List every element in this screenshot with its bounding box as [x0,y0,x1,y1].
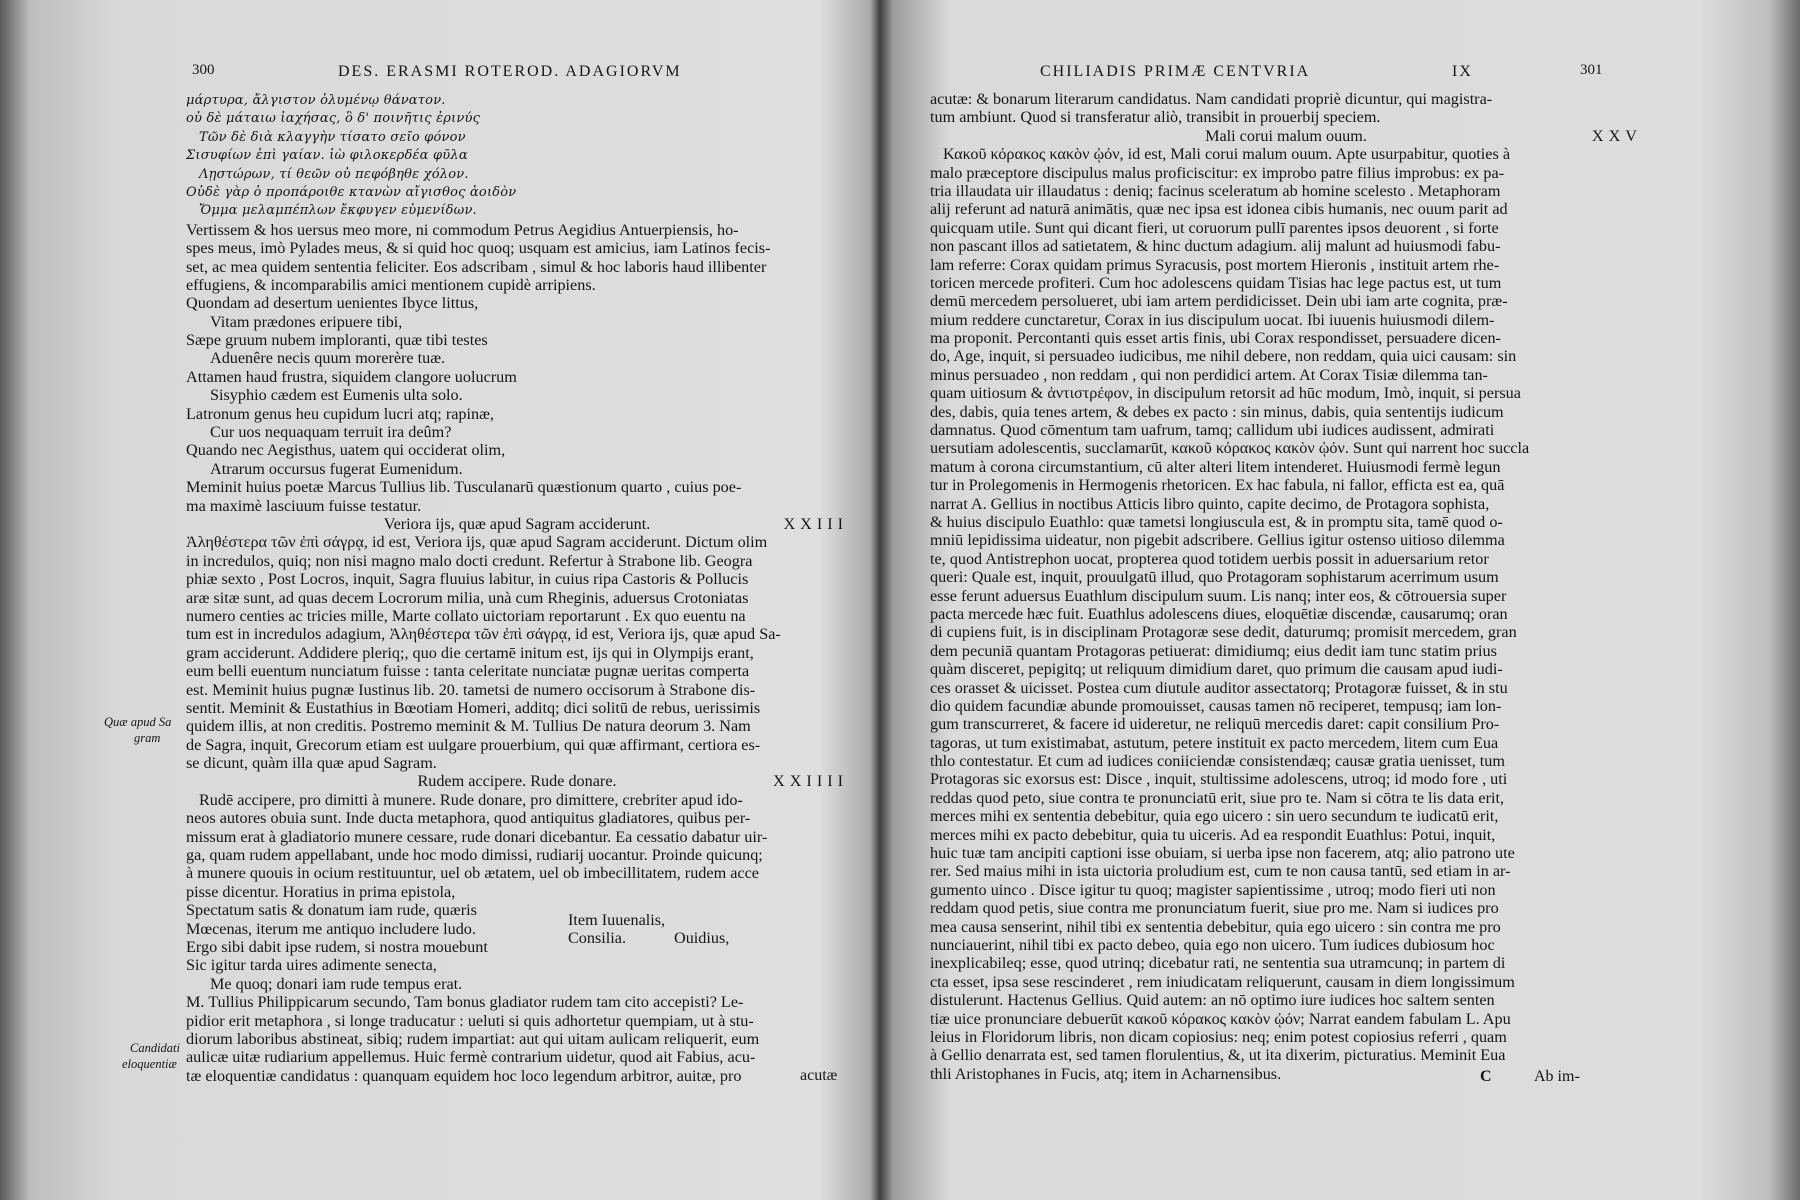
text-line [186,294,848,312]
text-line-content: huic tuæ tam ancipiti captioni isse obuiam, si uerba ipse non facerem, atq; alio patrono ute [930,844,1515,863]
text-line-content: do, Age, inquit, si persuadeo iudicibus, me nihil debere, non reddam, quia uici causam: sin [930,347,1517,366]
text-line-content: dio quidem facundiæ abunde promouisset, causas tamen nō reciperet, tempusq; iam lon- [930,696,1502,715]
text-line [930,973,1642,991]
text-line-content: tur in Prolegomenis in Hermogenis rhetoricen. Ex hac fabula, ni fallor, efficta est ea, quā [930,476,1505,495]
margin-note-sagra [104,714,171,746]
text-line [930,734,1642,752]
text-line-content: pidior erit metaphora , si longe traducatur : ueluti si quis adhortetur quempiam, ut à stu- [186,1011,754,1030]
text-line [930,219,1642,237]
text-line [186,478,848,496]
text-line-content: Ergo sibi dabit ipse rudem, si nostra mouebunt [186,937,488,956]
text-line [186,368,848,386]
text-line [186,1030,848,1048]
text-line-content: Mœcenas, iterum me antiquo includere ludo. [186,919,476,938]
text-line [930,954,1642,972]
text-line-content: Meminit huius poetæ Marcus Tullius lib. Tusculanarū quæstionum quarto , cuius poe- [186,478,742,497]
text-line-content: leius in Floridorum libris, non dicam copiosius: neq; enim potest copiosius referri , quam [930,1027,1507,1046]
text-line-content: tagoras, ut tum existimabat, astutum, petere instituit ex pacto mercedem, litem cum Eua [930,733,1499,752]
text-line [930,421,1642,439]
text-line-content: gum transcurreret, & facere id uideretur, ne reliquū mercedis daret: capit consilium Pro- [930,715,1500,734]
text-line-content: diorum laboribus abstineat, sibiq; rudem impartiat: aut qui uitam aulicam reliquerit, eum [186,1029,760,1048]
right-text-column [930,90,1642,1083]
text-line [930,679,1642,697]
margin-note-line: Quæ apud Sa [104,715,172,729]
text-line-content: Sic igitur tarda uires adimente senecta, [186,956,437,975]
text-line-content: nunciauerint, nihil tibi ex pacto debeo, quia ego non uicero. Tum iudices dubiosum hoc [930,935,1495,954]
text-line [186,276,848,294]
text-line [930,403,1642,421]
text-line-content: pisse dicentur. Horatius in prima epistola, [186,882,456,901]
text-line-content: numero centies ac tricies mille, Marte collato uictoriam reportarunt . Ex quo euentu na [186,606,746,625]
text-line-content: damnatus. Quod cōmentum tam uafrum, tamq; callidum ubi iudices audissent, admirati [930,421,1495,440]
text-line [186,791,848,809]
text-line [186,699,848,717]
text-line-content: Οὐδὲ γὰρ ὁ προπάροιθε κτανὼν αἴγισθος ἀοιδὸν [186,184,517,200]
text-line-content: aræ sitæ sunt, ad quas decem Locrorum milia, unà cum Rheginis, aduersus Crotoniatas [186,588,749,607]
text-line [930,826,1642,844]
text-line-content: mniū lepidissima uideatur, non pigebit adscribere. Gellius igitur ostenso uitioso dilemma [930,531,1505,550]
text-line [930,311,1642,329]
text-line [186,625,848,643]
left-page-number: 300 [192,62,215,78]
text-line-content: Aduenêre necis quum morerère tuæ. [210,349,446,368]
text-line [930,770,1642,788]
text-line [930,476,1642,494]
adage-number: XXV [1591,126,1642,145]
text-line [930,587,1642,605]
text-line [186,1067,848,1085]
text-line [930,366,1642,384]
text-line-content: à munere quouis in ocium restituuntur, uel ob ætatem, uel ob imbecillitatem, rudem acce [186,864,759,883]
text-line-content: gram acciderunt. Addidere pleriq;, quo die certamē initum est, ijs qui in Olympijs erant, [186,643,754,662]
text-line [186,441,848,459]
text-line-content: tiæ uice pronunciare debuerūt κακοῦ κόρακος κακὸν ᾠόν; Narrat eandem fabulam L. Apu [930,1009,1511,1028]
text-line-content: tum est in incredulos adagium, Ἀληθέστερα τῶν ἐπὶ σάγρᾳ, id est, Veriora ijs, quæ apud Sa- [186,625,781,644]
text-line-content: Protagoras sic exorsus est: Disce , inquit, stultissime adolescens, utroq; id modo fore , uti [930,770,1508,789]
text-line [186,533,848,551]
text-line-content: M. Tullius Philippicarum secundo, Tam bonus gladiator rudem tam cito accepisti? Le- [186,993,744,1012]
text-line [186,552,848,570]
text-line-content: ga, quam rudem appellabant, unde hoc modo dimissi, rudiarij uocantur. Proinde quicunq; [186,846,763,865]
text-line [930,182,1642,200]
text-line-content: Spectatum satis & donatum iam rude, quæris [186,901,477,920]
text-line-content: missum erat à gladiatorio munere cessare, rude donari dicebantur. Ea cessatio dabatur uir- [186,827,768,846]
text-line-content: ma maximè lasciuum fuisse testatur. [186,496,422,515]
text-line-content: Sæpe gruum nubem imploranti, quæ tibi testes [186,331,488,350]
text-line [930,660,1642,678]
text-line [930,495,1642,513]
text-line [930,439,1642,457]
text-line [930,642,1642,660]
text-line [930,164,1642,182]
text-line [186,239,848,257]
text-line [930,237,1642,255]
text-line-content: ces orasset & uicisset. Postea cum diutule auditor assectatorq; Protagoræ fuisset, & in stu [930,678,1508,697]
juvenal-citation: Consilia. [568,928,627,947]
text-line-content: Attamen haud frustra, siquidem clangore uolucrum [186,367,517,386]
text-line [930,918,1642,936]
text-line [186,681,848,699]
text-line-content: dem pecuniā quantam Protagoras petiuerat: dimidiumq; eius dedit iam tunc statim prius [930,641,1497,660]
text-line-content: de Sagra, inquit, Grecorum etiam est uulgare prouerbium, qui quæ affirmant, certiora es- [186,735,761,754]
text-line [186,975,848,993]
text-line [186,497,848,515]
text-line-content: neos autores obuia sunt. Inde ducta metaphora, quod antiquitus gladiatores, quibus per- [186,809,751,828]
left-page [0,0,880,1200]
text-line-content: lam referre: Corax quidam primus Syracusis, post mortem Hieronis , instituit artem rhe- [930,255,1500,274]
text-line-content: in incredulos, quiq; non nisi magno malo docti credunt. Refertur à Strabone lib. Geogra [186,551,753,570]
text-line [186,754,848,772]
text-line [186,460,848,478]
text-line-content: Me quoq; donari iam rude tempus erat. [210,974,463,993]
text-line-content: & huius discipulo Euathlo: quæ tametsi longiuscula est, & in promptu sita, tamē quod o- [930,512,1503,531]
text-line-content: Latronum genus heu cupidum lucri atq; rapinæ, [186,404,494,423]
text-line [186,864,848,882]
margin-note-candidati [122,1040,180,1072]
text-line [186,993,848,1011]
text-line [186,110,848,128]
text-line [186,809,848,827]
text-line [186,956,848,974]
text-line-content: Σισυφίων ἐπὶ γαίαν. ἰὼ φιλοκερδέα φῦλα [186,148,468,164]
text-line [930,715,1642,733]
text-line [930,568,1642,586]
text-line [930,292,1642,310]
text-line-content: à Gellio denarrata est, sed tamen florulentius, &, ut ita dixerim, picturatius. Meminit Eua [930,1046,1506,1065]
text-line [930,1028,1642,1046]
text-line-content: matum à corona circumstantium, cū alter alteri litem intenderet. Huiusmodi fermè legun [930,457,1501,476]
text-line [186,258,848,276]
text-line [930,844,1642,862]
text-line [930,991,1642,1009]
text-line [930,145,1642,163]
text-line-content: Vertissem & hos uersus meo more, ni commodum Petrus Aegidius Antuerpiensis, ho- [186,220,739,239]
text-line-content: Rudē accipere, pro dimitti à munere. Rude donare, pro dimittere, crebriter apud ido- [199,790,743,809]
right-running-head: CHILIADIS PRIMÆ CENTVRIA [1040,63,1311,80]
text-line-content: set, ac mea quidem sententia feliciter. Eos adscribam , simul & hoc laboris haud illibenter [186,257,767,276]
margin-note-line: eloquentiæ [122,1057,177,1071]
text-line [186,129,848,147]
text-line-content: reddas quod peto, siue contra te pronunciatū erit, siue pro te. Nam si cōtra te lis data erit, [930,788,1505,807]
text-line-content: effugiens, & incomparabilis amici mentionem cupidè arripiens. [186,275,596,294]
right-catchword: Ab im- [1534,1068,1580,1085]
text-line-content: phiæ sexto , Post Locros, inquit, Sagra fluuius labitur, in cuius ripa Castoris & Pollucis [186,570,749,589]
ovid-citation: Ouidius, [674,928,730,947]
right-page-number: 301 [1580,62,1603,78]
text-line [930,789,1642,807]
text-line-content: Τῶν δὲ διὰ κλαγγὴν τίσατο σεῖο φόνον [199,129,466,145]
text-line [930,256,1642,274]
adage-heading-line [930,127,1642,145]
text-line [930,623,1642,641]
text-line-content: eum belli euentum nunciatum fuisse : tanta celeritate nunciatæ pugnæ ueritas comperta [186,662,750,681]
text-line [186,92,848,110]
text-line [186,313,848,331]
text-line [930,550,1642,568]
text-line-content: tria illaudata uir illaudatus : deniq; facinus sceleratum ab homine scelesto . Metaphoram [930,181,1501,200]
text-line [186,423,848,441]
text-line [186,644,848,662]
text-line [186,883,848,901]
text-line-content: demū mercedem persolueret, ubi iam artem perdidicisset. Dein ubi iam arte cognita, præ- [930,292,1508,311]
text-line-content: thli Aristophanes in Fucis, atq; item in Acharnensibus. [930,1064,1282,1083]
text-line [186,147,848,165]
text-line-content: di cupiens fuit, is in disciplinam Protagoræ sese dedit, daturumq; promisit mercedem, gran [930,623,1517,642]
text-line-content: Rudem accipere. Rude donare. [417,772,617,791]
text-line [930,347,1642,365]
text-line-content: uersutiam adolescentis, succlamarūt, κακοῦ κόρακος κακὸν ᾠόν. Sunt qui narrent hoc succla [930,439,1530,458]
text-line-content: gumento uinco . Disce igitur tu quoq; magister sapientissime , utroq; modo fieri uti non [930,880,1496,899]
adage-number: XXIII [783,514,848,533]
adage-heading-line [186,515,848,533]
text-line [930,531,1642,549]
left-catchword: acutæ [800,1067,838,1084]
text-line-content: οὐ δὲ μάταιω ἰαχήσας, ὃ δ' ποινῆτις ἐρινύς [186,111,481,127]
text-line-content: mium reddere cunctaretur, Corax in ius discipulum uocat. Ibi iuuenis huiusmodi dilem- [930,310,1495,329]
text-line [186,1048,848,1066]
text-line-content: Vitam prædones eripuere tibi, [210,312,403,331]
text-line [930,108,1642,126]
text-line [186,405,848,423]
text-line [186,828,848,846]
text-line [186,331,848,349]
text-line-content: quidem illis, at non creditis. Postremo meminit & M. Tullius De natura deorum 3. Nam [186,717,751,736]
text-line-content: alij referunt ad naturā animātis, quæ nec ipsa est idonea cibis humanis, nec ouum parit ad [930,200,1508,219]
text-line [930,274,1642,292]
centuria-number: IX [1452,63,1473,80]
text-line [930,513,1642,531]
text-line-content: rer. Sed maius mihi in ista uictoria proludium est, cum te non causa tantū, sed etiam in ar- [930,862,1511,881]
text-line-content: Quondam ad desertum uenientes Ibyce littus, [186,294,479,313]
text-line [930,90,1642,108]
text-line-content: spes meus, imò Pylades meus, & si quid hoc quoq; usquam est amicius, iam Latinos fecis- [186,239,771,258]
text-line [930,329,1642,347]
text-line [930,1010,1642,1028]
margin-note-line: gram [134,731,161,745]
text-line-content: se dicunt, quàm illa quæ apud Sagram. [186,754,437,773]
text-line-content: malo præceptore discipulus malus proficiscitur: ex improbo patre filius improbus: ex pa- [930,163,1505,182]
text-line [186,736,848,754]
text-line [930,1046,1642,1064]
text-line-content: mea causa senserint, nihil tibi ex sententia debebitur, quia ego uicero : sin contra me pro [930,917,1501,936]
text-line [930,807,1642,825]
text-line-content: aulicæ uitæ rudiarium appellemus. Huic fermè contrarium uidetur, quod ait Fabius, acu- [186,1048,756,1067]
text-line-content: merces mihi ex pacto debebitur, quia tu uiceris. Ad ea respondit Euathlus: Potui, inquit, [930,825,1496,844]
text-line-content: Cur uos nequaquam terruit ira deûm? [210,423,452,442]
text-line-content: acutæ: & bonarum literarum candidatus. Nam candidati propriè dicuntur, qui magistra- [930,90,1493,108]
text-line-content: tum ambiunt. Quod si transferatur aliò, transibit in prouerbij speciem. [930,108,1381,127]
text-line-content: merces mihi ex sententia debebitur, quia ego uicero : sin uero secundum te iudicatū erit, [930,807,1499,826]
text-line [186,570,848,588]
juvenal-citation: Item Iuuenalis, [568,910,666,929]
text-line-content: des, dabis, quia tenes artem, & debes ex pacto : sin minus, dabis, quia sententijs iudicum [930,402,1504,421]
text-line-content: Ὄμμα μελαμπέπλων ἔκφυγεν εὐμενίδων. [199,203,477,219]
text-line-content: narrat A. Gellius in noctibus Atticis libro quinto, capite decimo, de Protagora sophista, [930,494,1490,513]
text-line [930,605,1642,623]
text-line [186,901,848,919]
adage-heading-line [186,772,848,790]
text-line [930,384,1642,402]
text-line [186,166,848,184]
text-line [186,662,848,680]
text-line-content: Ἀληθέστερα τῶν ἐπὶ σάγρᾳ, id est, Veriora ijs, quæ apud Sagram acciderunt. Dictum olim [186,533,768,552]
text-line-content: distulerunt. Hactenus Gellius. Quid autem: an nō optimo iure iudices hoc saltem senten [930,991,1495,1010]
text-line [186,386,848,404]
text-line [186,717,848,735]
text-line [930,862,1642,880]
text-line-content: cta esset, ipsa sese rescinderet , rem iniudicatam reliquerunt, causam in diem longissimum [930,972,1515,991]
text-line-content: quàm disceret, pepigitq; ut reliquum dimidium daret, quo primum die causam apud iudi- [930,660,1503,679]
text-line-content: te, quod Antistrephon uocat, propterea quod totidem uerbis possit in aduersarium retor [930,549,1489,568]
text-line-content: μάρτυρα, ἄλγιστον ὀλυμένῳ θάνατον. [186,93,446,108]
text-line-content: toricen mercede profiteri. Cum hoc adolescens quidam Tisias hac lege pactus est, ut tum [930,273,1502,292]
text-line-content: minus persuadeo , non reddam , qui non perdidici artem. At Corax Tisiæ dilemma tan- [930,365,1488,384]
text-line-content: inexplicabileq; esse, quod utrinq; dicebatur rati, ne sententia sua utramcunq; in partem di [930,954,1506,973]
text-line-content: queri: Quale est, inquit, prouulgatū illud, quo Protagoram sophistarum acerrimum usum [930,568,1499,587]
text-line [186,607,848,625]
text-line-content: non pascant illos ad satietatem, & hinc ductum adagium. alij malunt ad huiusmodi fabu- [930,237,1501,256]
text-line [930,458,1642,476]
text-line-content: Sisyphio cædem est Eumenis ulta solo. [210,386,463,405]
text-line-content: quicquam utile. Sunt qui dicant fieri, ut coruorum pullī parentes ipsos deuorent , si forte [930,218,1499,237]
left-text-column [186,92,848,1085]
text-line-content: quam uitiosum & ἀντιστρέφον, in discipulum retorsit ad hūc modum, Imò, inquit, si persua [930,384,1521,403]
text-line-content: esse ferunt aduersus Euathlum discipulum suum. Lis nanq; inter eos, & cōtrouersia super [930,586,1507,605]
left-running-head: DES. ERASMI ROTEROD. ADAGIORVM [338,63,682,80]
text-line-content: ma proponit. Percontanti quis esset artis finis, ubi Corax respondisset, persuadere dicen- [930,329,1501,348]
signature-mark: C [1480,1068,1492,1085]
text-line [186,221,848,239]
text-line-content: Quando nec Aegisthus, uatem qui occiderat olim, [186,441,506,460]
text-line [186,846,848,864]
text-line-content: Λῃστώρων, τί θεῶν οὐ πεφόβηθε χόλον. [199,166,469,182]
right-page [880,0,1800,1200]
text-line-content: tæ eloquentiæ candidatus : quanquam equidem hoc loco legendum arbitror, auitæ, pro [186,1066,742,1085]
text-line-content: Atrarum occursus fugerat Eumenidum. [210,459,463,478]
text-line [186,1012,848,1030]
text-line [930,936,1642,954]
margin-note-line: Candidati [130,1041,181,1055]
text-line-content: pacta mercede hæc fuit. Euathlus adolescens diues, eloquētiæ discendæ, causarumq; oran [930,604,1508,623]
adage-number: XXIIII [773,772,848,791]
text-line [930,200,1642,218]
text-line-content: Veriora ijs, quæ apud Sagram acciderunt. [383,514,651,533]
text-line-content: reddam quod petis, siue contra me pronunciatum fuerit, siue pro me. Nam si iudices pro [930,899,1499,918]
text-line-content: thlo contestatur. Et cum ad iudices coniiciendæ consistendæq; causæ gratia uenisset, tum [930,752,1505,771]
text-line [186,202,848,220]
text-line [186,349,848,367]
text-line [930,697,1642,715]
text-line [930,881,1642,899]
text-line-content: Κακοῦ κόρακος κακὸν ᾠόν, id est, Mali corui malum ouum. Apte usurpabitur, quoties à [943,145,1511,164]
text-line [930,752,1642,770]
text-line [186,589,848,607]
text-line [186,184,848,202]
text-line-content: sentit. Meminit & Eustathius in Bœotiam Homeri, additq; dici solitū de rebus, uerissimis [186,698,761,717]
text-line [930,899,1642,917]
text-line-content: Mali corui malum ouum. [1205,126,1367,145]
text-line-content: est. Meminit huius pugnæ Iustinus lib. 20. tametsi de numero occisorum à Strabone dis- [186,680,756,699]
